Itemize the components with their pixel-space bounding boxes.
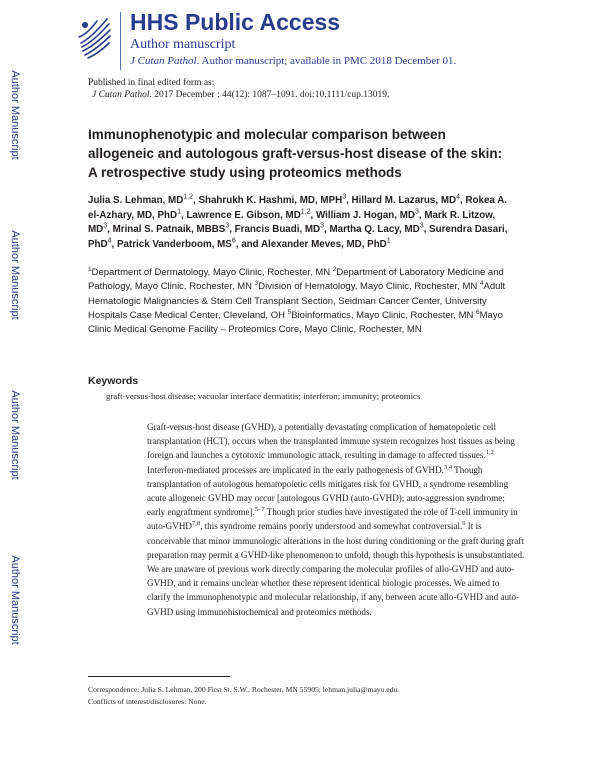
affiliation-number: 5	[287, 308, 292, 316]
side-label: Author Manuscript	[9, 230, 21, 320]
abstract-text: , this syndrome remains poorly understood and somewhat controversial.	[200, 521, 463, 532]
side-label: Author Manuscript	[9, 390, 21, 480]
author-separator: ,	[418, 209, 425, 221]
author-name: Mrinal S. Patnaik, MBBS	[112, 224, 226, 235]
affiliation-text: Bioinformatics, Mayo Clinic, Rochester, MN	[291, 309, 476, 321]
author-separator: , and	[235, 238, 261, 250]
hhs-eagle-logo	[77, 13, 115, 61]
author-affiliation-number: 3	[225, 222, 230, 230]
author-affiliation-number: 4	[456, 193, 460, 201]
abstract-text: Though prior studies have investigated the role of T-cell immunity in auto-GVHD	[147, 507, 518, 532]
side-label: Author Manuscript	[9, 70, 21, 160]
affiliation-number: 4	[479, 280, 484, 288]
affiliation-number: 1	[88, 265, 92, 273]
pmc-availability	[130, 55, 456, 67]
title-line: Immunophenotypic and molecular comparison between	[88, 127, 446, 142]
citation-reference: 7,8	[191, 520, 201, 528]
author-name: Shahrukh K. Hashmi, MD, MPH	[198, 195, 343, 206]
author-name: Rokea A. el-Azhary, MD, PhD	[88, 195, 507, 221]
author-affiliation-number: 1,2	[183, 193, 194, 201]
author-list	[88, 194, 518, 252]
header-divider	[120, 12, 121, 70]
author-separator: ,	[107, 224, 113, 235]
affiliation-number: 2	[332, 265, 337, 273]
footnote-rule	[88, 676, 230, 677]
author-separator: ,	[324, 224, 330, 235]
author-separator: ,	[346, 195, 352, 206]
abstract-paragraph	[147, 420, 525, 619]
affiliation-text: Division of Hematology, Mayo Clinic, Rochester, MN	[258, 281, 480, 293]
affiliation-text: Mayo Clinic Medical Genome Facility – Proteomics Core, Mayo Clinic, Rochester, MN	[88, 309, 503, 336]
author-name: Hillard M. Lazarus, MD	[351, 195, 457, 206]
affiliation-number: 6	[476, 308, 480, 316]
title-line: allogeneic and autologous graft-versus-host disease of the skin:	[88, 146, 503, 161]
correspondence-footnote: Correspondence: Julia S. Lehman, 200 First St. S.W., Rochester, MN 55905; lehman.julia@mayo.edu.	[88, 685, 400, 694]
author-name: Surendra Dasari, PhD	[88, 224, 508, 250]
citation-reference: 3,4	[443, 463, 453, 471]
author-separator: ,	[310, 209, 316, 221]
side-label: Author Manuscript	[9, 555, 21, 645]
abstract-text: Interferon-mediated processes are implicated in the early pathogenesis of GVHD.	[147, 464, 444, 475]
author-affiliation-number: 3	[342, 193, 347, 201]
author-name: Mark R. Litzow, MD	[88, 209, 496, 235]
keywords-heading: Keywords	[88, 375, 139, 387]
abstract-text: It is conceivable that minor immunologic alterations in the host during conditioning or the graft during graft preparation may permit a GVHD-like phenomenon to unfold, though this hypothesis is unsubstantiated. We are unaware of previous work directly comparing the molecular profiles of allo-GVHD and auto-GVHD, and it remains unclear whether these represent identical biologic processes. We aimed to clarify the immunophenotypic and molecular relationship, if any, between acute allo-GVHD and auto-GVHD using immunohistochemical and proteomics methods.	[147, 521, 525, 617]
affiliation-text: Department of Laboratory Medicine and Pathology, Mayo Clinic, Rochester, MN	[88, 267, 504, 293]
citation-reference: 9	[462, 520, 466, 528]
affiliation-text: Adult Hematologic Malignancies & Stem Cell Transplant Section, Seidman Cancer Center, University Hospitals Case Medical Center, Cleveland, OH	[88, 281, 506, 321]
author-name: Alexander Meves, MD, PhD	[260, 238, 387, 250]
author-name: Martha Q. Lacy, MD	[329, 224, 420, 235]
author-separator: ,	[181, 209, 187, 221]
author-affiliation-number: 4	[107, 237, 112, 245]
affiliations	[88, 266, 528, 337]
author-affiliation-number: 1	[386, 237, 391, 245]
published-intro: Published in final edited form as:	[88, 78, 215, 88]
article-title	[88, 125, 528, 182]
author-name: Francis Buadi, MD	[234, 224, 321, 235]
author-manuscript-label: Author manuscript	[130, 37, 236, 52]
abstract-text: Though transplantation of autologous hematopoietic cells mitigates risk for GVHD, a syndrome resembling acute allogeneic GVHD may occur [autologous GVHD (auto-GVHD); auto-aggression syndrome; early engraftment syndrome].	[147, 464, 509, 518]
author-affiliation-number: 1,2	[300, 208, 311, 216]
author-affiliation-number: 3	[103, 222, 108, 230]
citation-reference: 5–7	[254, 506, 265, 514]
citation-details: . 2017 December ; 44(12): 1087–1091. doi:10.1111/cup.13019.	[149, 90, 390, 100]
author-affiliation-number: 3	[419, 222, 424, 230]
author-affiliation-number: 3	[414, 208, 419, 216]
author-name: Julia S. Lehman, MD	[88, 195, 184, 206]
conflicts-footnote: Conflicts of interest/disclosures: None.	[88, 697, 207, 706]
abstract	[147, 420, 525, 619]
abstract-text: Graft-versus-host disease (GVHD), a potentially devastating complication of hematopoietic cell transplantation (HCT), occurs when the transplanted immune system recognizes host tissues as being foreign and launches a cytotoxic immunologic attack, resulting in damage to affected tissues.	[147, 422, 515, 461]
citation-reference: 1,2	[485, 449, 494, 457]
author-separator: ,	[229, 224, 235, 235]
citation-journal: J Cutan Pathol	[92, 90, 150, 100]
title-line: A retrospective study using proteomics methods	[88, 165, 402, 180]
affiliation-number: 3	[254, 280, 259, 288]
hhs-title: HHS Public Access	[130, 9, 341, 35]
author-name: William J. Hogan, MD	[315, 209, 415, 221]
author-separator: ,	[111, 238, 117, 250]
journal-abbrev: J Cutan Pathol	[130, 55, 197, 67]
author-name: Patrick Vanderboom, MS	[116, 238, 232, 250]
author-affiliation-number: 6	[231, 237, 236, 245]
author-separator: ,	[193, 195, 199, 206]
author-affiliation-number: 3	[320, 222, 325, 230]
keywords-list: graft-versus-host disease; vacuolar interface dermatitis; interferon; immunity; proteomics	[106, 391, 421, 401]
author-separator: ,	[459, 195, 466, 206]
availability-text: . Author manuscript; available in PMC 2018 December 01.	[196, 55, 457, 67]
author-separator: ,	[423, 224, 430, 235]
author-name: Lawrence E. Gibson, MD	[186, 209, 301, 221]
citation	[92, 90, 389, 100]
author-affiliation-number: 1	[177, 208, 181, 216]
affiliation-text: Department of Dermatology, Mayo Clinic, Rochester, MN	[91, 267, 333, 278]
